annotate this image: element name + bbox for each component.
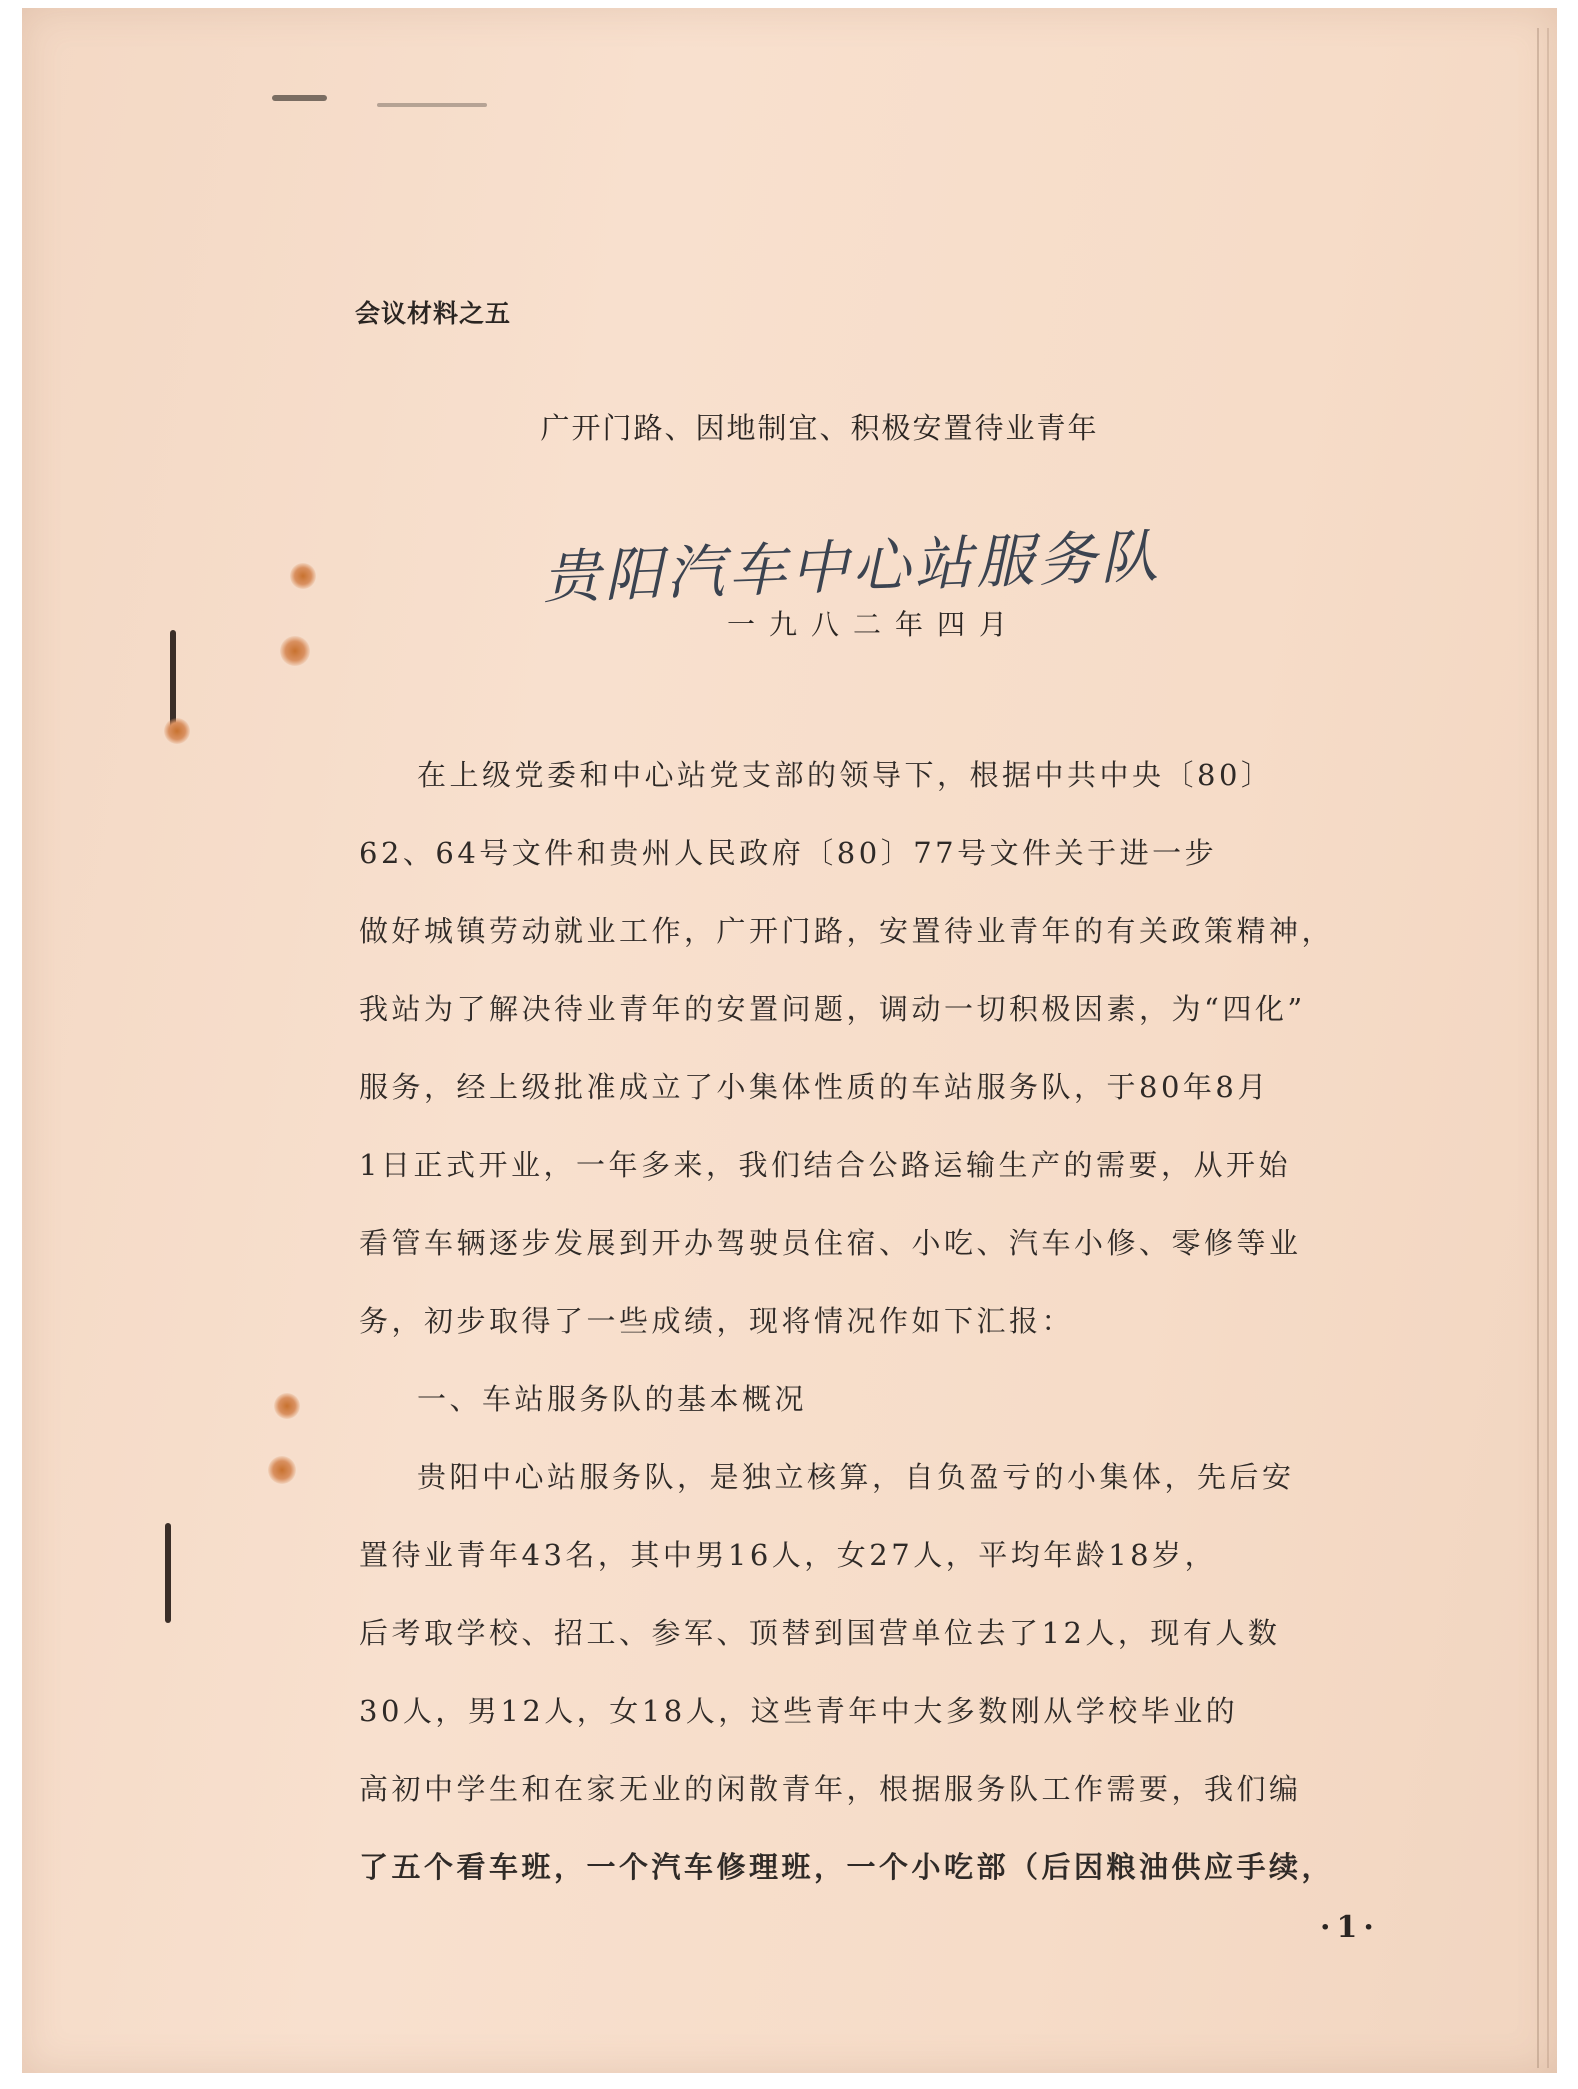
binding-hole — [268, 1456, 296, 1484]
body-line: 30人，男12人，女18人，这些青年中大多数刚从学校毕业的 — [359, 1694, 1239, 1728]
body-line: 置待业青年43名，其中男16人，女27人，平均年龄18岁， — [359, 1538, 1218, 1572]
staple — [165, 1523, 171, 1623]
body-line: 1日正式开业，一年多来，我们结合公路运输生产的需要，从开始 — [359, 1148, 1291, 1182]
binding-hole — [280, 636, 310, 666]
body-line: 在上级党委和中心站党支部的领导下，根据中共中央〔80〕 — [417, 758, 1274, 792]
body-line: 后考取学校、招工、参军、顶替到国营单位去了12人，现有人数 — [359, 1616, 1281, 1650]
binding-hole — [290, 563, 316, 589]
body-line: 62、64号文件和贵州人民政府〔80〕77号文件关于进一步 — [359, 836, 1218, 870]
binding-hole — [274, 1393, 300, 1419]
document-header: 会议材料之五 — [355, 299, 512, 328]
document-date: 一九八二年四月 — [727, 608, 1022, 641]
ink-smudge — [377, 103, 487, 107]
page-edge-line — [1547, 28, 1549, 2068]
body-line: 看管车辆逐步发展到开办驾驶员住宿、小吃、汽车小修、零修等业 — [359, 1226, 1302, 1260]
body-line: 服务，经上级批准成立了小集体性质的车站服务队，于80年8月 — [359, 1070, 1270, 1104]
section-heading: 一、车站服务队的基本概况 — [417, 1382, 808, 1416]
staple — [170, 630, 176, 730]
binding-hole — [164, 718, 190, 744]
body-line: 我站为了解决待业青年的安置问题，调动一切积极因素，为“四化” — [359, 992, 1306, 1026]
document-title: 广开门路、因地制宜、积极安置待业青年 — [540, 411, 1099, 445]
ink-smudge — [272, 95, 327, 101]
body-line: 了五个看车班，一个汽车修理班，一个小吃部（后因粮油供应手续， — [359, 1850, 1335, 1884]
page-number: ·1· — [1320, 1910, 1380, 1945]
body-line: 高初中学生和在家无业的闲散青年，根据服务队工作需要，我们编 — [359, 1772, 1302, 1806]
document-page — [22, 8, 1557, 2073]
body-line: 贵阳中心站服务队，是独立核算，自负盈亏的小集体，先后安 — [417, 1460, 1295, 1494]
body-line: 做好城镇劳动就业工作，广开门路，安置待业青年的有关政策精神， — [359, 914, 1335, 948]
handwritten-signature: 贵阳汽车中心站服务队 — [541, 522, 1164, 612]
page-edge-line — [1537, 28, 1539, 2068]
body-line: 务，初步取得了一些成绩，现将情况作如下汇报： — [359, 1304, 1075, 1338]
